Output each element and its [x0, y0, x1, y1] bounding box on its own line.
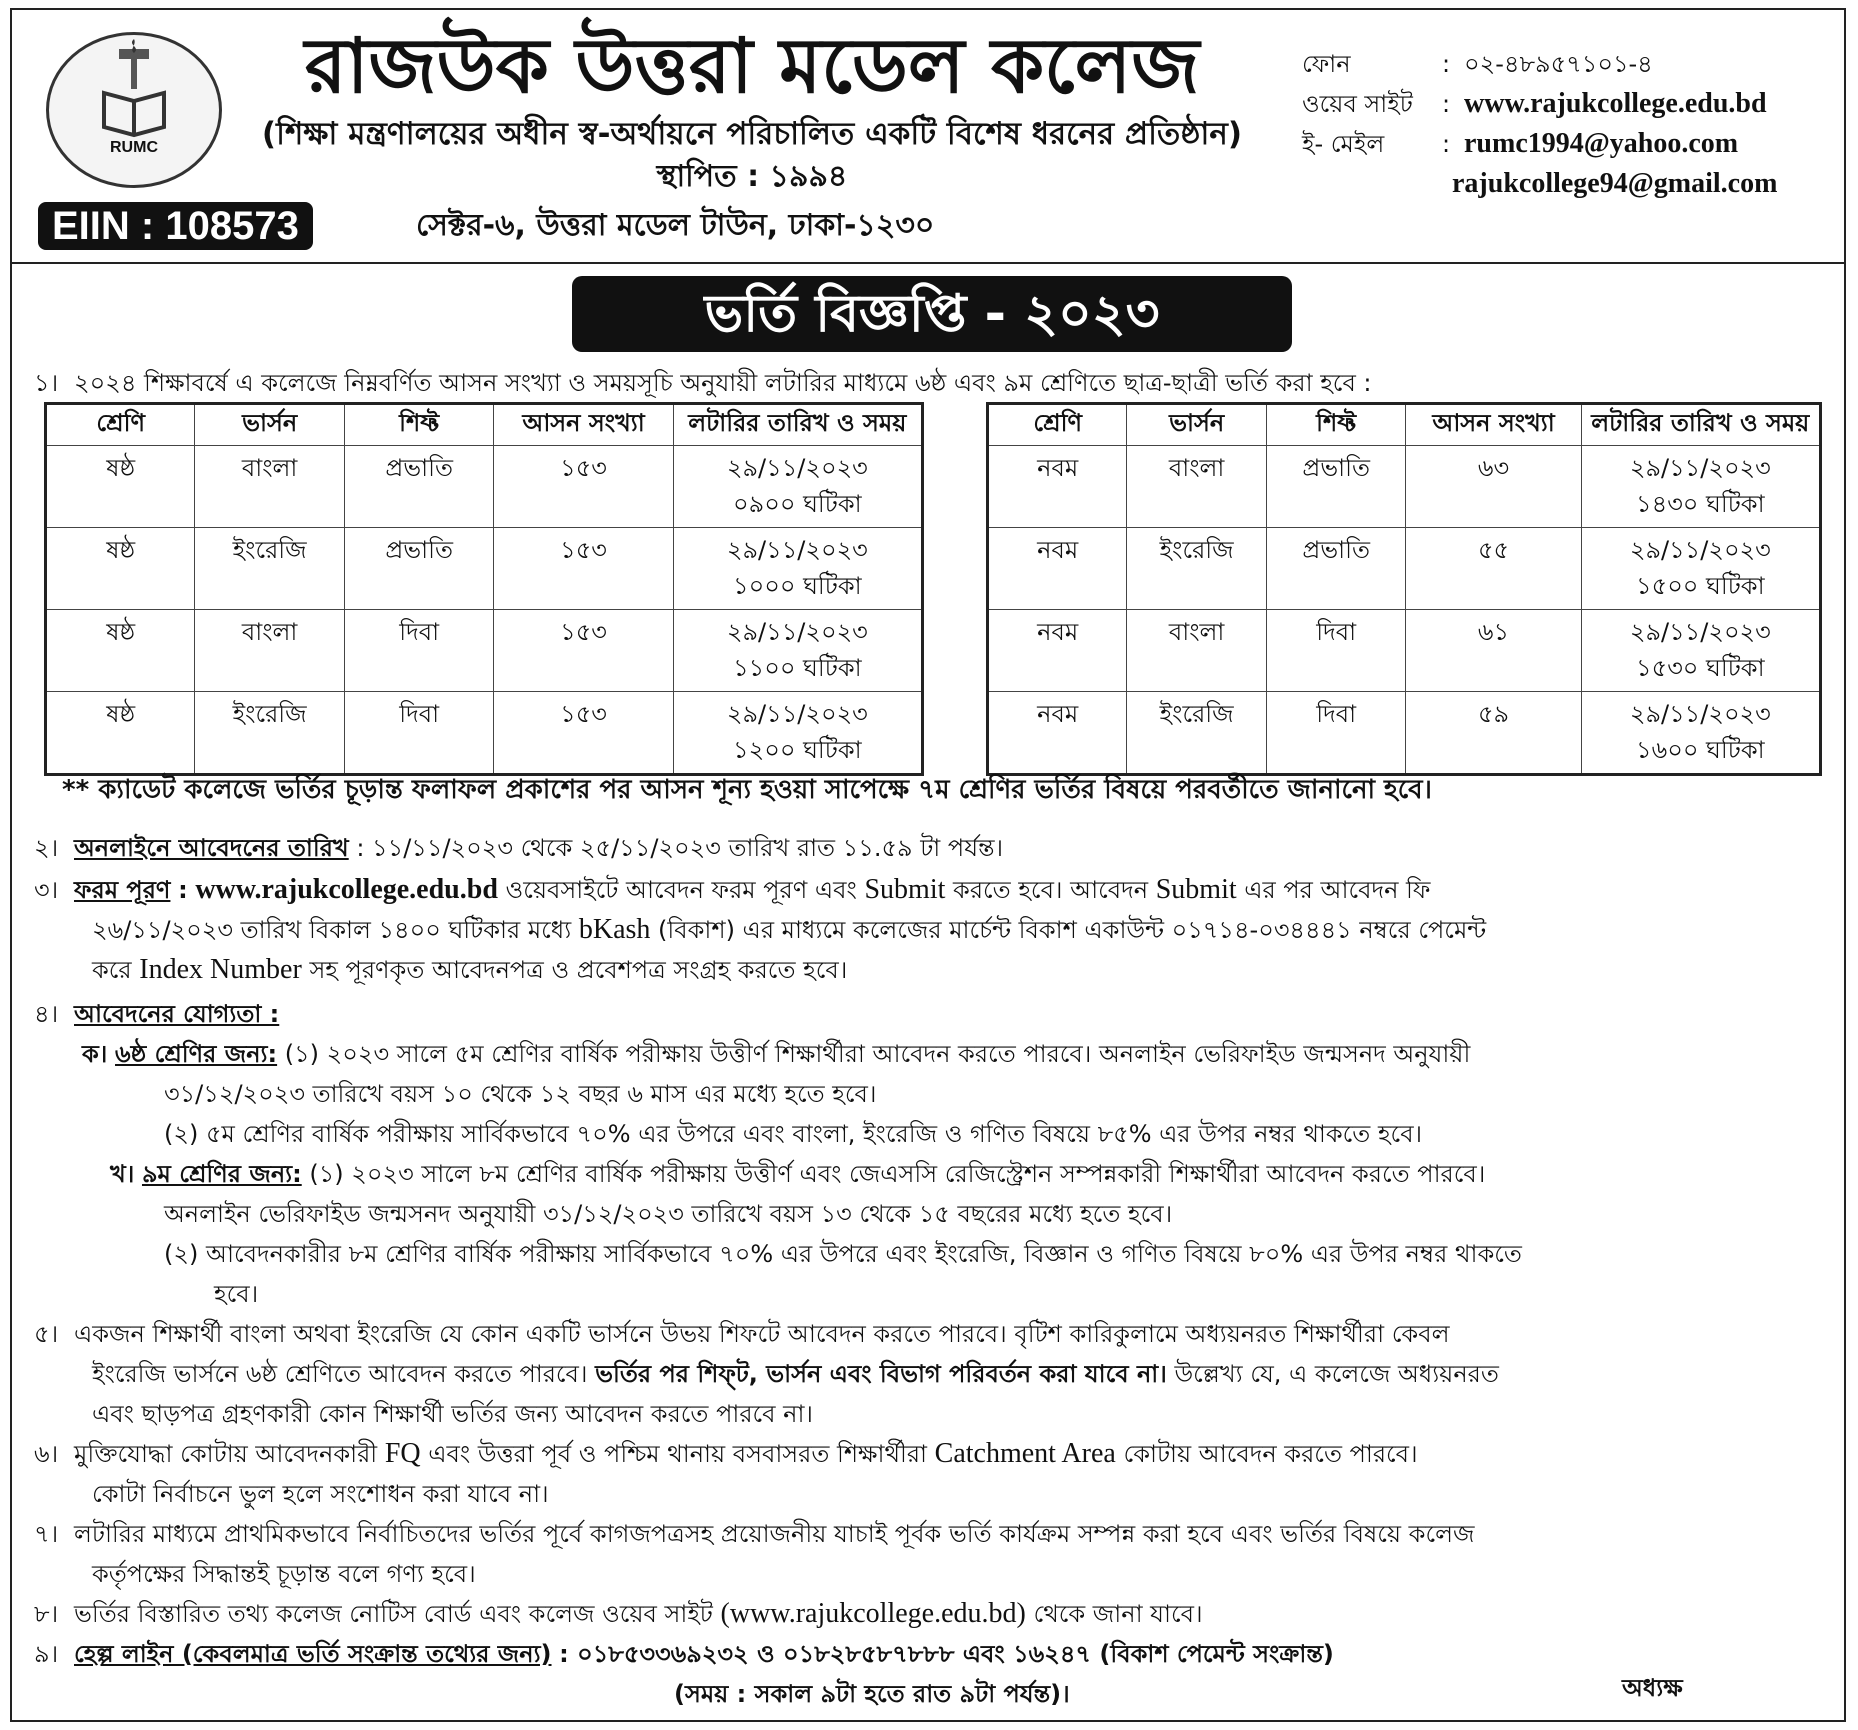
cell-class: নবম [988, 610, 1127, 692]
cell-version: বাংলা [1127, 610, 1267, 692]
college-address: সেক্টর-৬, উত্তরা মডেল টাউন, ঢাকা-১২৩০ [416, 208, 935, 243]
lottery-time: ১১০০ ঘটিকা [733, 654, 862, 682]
cell-seats: ১৫৩ [494, 528, 673, 610]
cell-class: নবম [988, 446, 1127, 528]
cell-lottery [1581, 610, 1820, 692]
lottery-time: ১৫০০ ঘটিকা [1636, 572, 1765, 600]
cell-version: বাংলা [195, 446, 345, 528]
cell-lottery [1581, 446, 1820, 528]
lottery-date: ২৯/১১/২০২৩ [726, 618, 868, 646]
cell-shift: দিবা [344, 610, 493, 692]
paragraph-2 [34, 828, 1003, 868]
email-label: ই- মেইল [1302, 130, 1385, 158]
cell-shift: প্রভাতি [344, 446, 493, 528]
table-row [46, 610, 923, 692]
paragraph-4-label: আবেদনের যোগ্যতা : [74, 1000, 280, 1028]
email-row: ই- মেইল : rumc1994@yahoo.com [1302, 124, 1842, 164]
cell-shift: প্রভাতি [344, 528, 493, 610]
lottery-time: ১০০০ ঘটিকা [733, 572, 862, 600]
website-row: ওয়েব সাইট : www.rajukcollege.edu.bd [1302, 84, 1842, 124]
cell-lottery [1581, 692, 1820, 775]
cell-seats: ১৫৩ [494, 610, 673, 692]
item-number: ২। [34, 834, 59, 862]
cell-lottery [673, 692, 922, 775]
lottery-date: ২৯/১১/২০২৩ [726, 536, 868, 564]
cell-lottery [673, 528, 922, 610]
item-number: ৬। [34, 1440, 59, 1468]
cell-lottery [673, 446, 922, 528]
col-lottery: লটারির তারিখ ও সময় [1581, 404, 1820, 446]
cell-seats: ১৫৩ [494, 446, 673, 528]
contact-block [1302, 44, 1842, 204]
lottery-time: ১৬০০ ঘটিকা [1636, 736, 1765, 764]
table-row [988, 692, 1821, 775]
col-class: শ্রেণি [988, 404, 1127, 446]
lottery-date: ২৯/১১/২০২৩ [1629, 536, 1771, 564]
item-number: ৯। [34, 1640, 59, 1668]
cell-version: ইংরেজি [1127, 528, 1267, 610]
phone-row: ফোন : ০২-৪৮৯৫৭১০১-৪ [1302, 44, 1842, 84]
cell-seats: ৬১ [1406, 610, 1581, 692]
cell-version: ইংরেজি [195, 692, 345, 775]
cell-shift: প্রভাতি [1266, 446, 1406, 528]
website-link[interactable]: www.rajukcollege.edu.bd [195, 874, 498, 905]
paragraph-3-label: ফরম পূরণ [74, 876, 171, 904]
col-shift: শিফ্ট [344, 404, 493, 446]
paragraph-9 [34, 1634, 1334, 1714]
col-seats: আসন সংখ্যা [494, 404, 673, 446]
cell-shift: দিবা [1266, 692, 1406, 775]
lottery-time: ১২০০ ঘটিকা [733, 736, 862, 764]
item-number: ১। [34, 369, 59, 397]
table-row [46, 528, 923, 610]
cell-class: নবম [988, 528, 1127, 610]
paragraph-8: ৮। ভর্তির বিস্তারিত তথ্য কলেজ নোটিস বোর্ড এবং কলেজ ওয়েব সাইট (www.rajukcollege.edu.bd) থেকে জানা যাবে। [34, 1594, 1203, 1634]
college-name: রাজউক উত্তরা মডেল কলেজ [304, 21, 1200, 110]
item-number: ৮। [34, 1600, 59, 1628]
phone-value: ০২-৪৮৯৫৭১০১-৪ [1464, 50, 1653, 78]
cadet-note: ** ক্যাডেট কলেজে ভর্তির চূড়ান্ত ফলাফল প্রকাশের পর আসন শূন্য হওয়া সাপেক্ষে ৭ম শ্রেণির ভর্তির বিষয়ে পরবর্তীতে জানানো হবে। [62, 775, 1432, 805]
principal-signature: অধ্যক্ষ [1622, 1674, 1683, 1702]
cell-seats: ১৫৩ [494, 692, 673, 775]
table-row [988, 446, 1821, 528]
website-label: ওয়েব সাইট [1302, 90, 1413, 118]
college-subtitle: (শিক্ষা মন্ত্রণালয়ের অধীন স্ব-অর্থায়নে পরিচালিত একটি বিশেষ ধরনের প্রতিষ্ঠান) [261, 116, 1243, 152]
item-number: ৫। [34, 1320, 59, 1348]
item-number: ৩। [34, 876, 59, 904]
paragraph-1-text: ২০২৪ শিক্ষাবর্ষে এ কলেজে নিম্নবর্ণিত আসন সংখ্যা ও সময়সূচি অনুযায়ী লটারির মাধ্যমে ৬ষ্ঠ এবং ৯ম শ্রেণিতে ছাত্র-ছাত্রী ভর্তি করা হবে : [74, 369, 1372, 397]
cell-version: ইংরেজি [195, 528, 345, 610]
notice-page [10, 8, 1846, 1722]
cell-class: নবম [988, 692, 1127, 775]
logo-text: RUMC [110, 139, 158, 156]
admission-table-class-six [44, 402, 924, 776]
established-year: স্থাপিত : ১৯৯৪ [656, 159, 848, 194]
cell-class: ষষ্ঠ [46, 528, 195, 610]
notice-title: ভর্তি বিজ্ঞপ্তি - ২০২৩ [572, 276, 1292, 352]
eiin-badge: EIIN : 108573 [38, 202, 313, 250]
col-seats: আসন সংখ্যা [1406, 404, 1581, 446]
lottery-date: ২৯/১১/২০২৩ [1629, 454, 1771, 482]
class-six-eligibility-label: ৬ষ্ঠ শ্রেণির জন্য: [115, 1040, 278, 1068]
col-class: শ্রেণি [46, 404, 195, 446]
paragraph-2-text: : ১১/১১/২০২৩ থেকে ২৫/১১/২০২৩ তারিখ রাত ১১.৫৯ টা পর্যন্ত। [356, 834, 1004, 862]
helpline-label: হেল্প লাইন (কেবলমাত্র ভর্তি সংক্রান্ত তথ্যের জন্য) [74, 1640, 552, 1668]
email-2[interactable]: rajukcollege94@gmail.com [1452, 168, 1778, 199]
table-row [46, 692, 923, 775]
website-link[interactable]: (www.rajukcollege.edu.bd) [720, 1598, 1026, 1629]
lottery-time: ১৪৩০ ঘটিকা [1636, 490, 1765, 518]
cell-version: বাংলা [1127, 446, 1267, 528]
paragraph-7: ৭। লটারির মাধ্যমে প্রাথমিকভাবে নির্বাচিতদের ভর্তির পূর্বে কাগজপত্রসহ প্রয়োজনীয় যাচাই পূর্বক ভর্তি কার্যক্রম সম্পন্ন করা হবে এবং ভর্তির বিষয়ে কলেজ কর্তৃপক্ষের সিদ্ধান্তই চূড়ান্ত বলে গণ্য হবে। [34, 1514, 1474, 1594]
cell-class: ষষ্ঠ [46, 446, 195, 528]
lottery-date: ২৯/১১/২০২৩ [726, 700, 868, 728]
cell-lottery [1581, 528, 1820, 610]
helpline-numbers: : ০১৮৫৩৩৬৯২৩২ ও ০১৮২৮৫৮৭৮৮৮ এবং ১৬২৪৭ (বিকাশ পেমেন্ট সংক্রান্ত) [559, 1640, 1334, 1668]
cell-seats: ৫৯ [1406, 692, 1581, 775]
col-version: ভার্সন [195, 404, 345, 446]
item-number: ৪। [34, 1000, 59, 1028]
table-row [988, 610, 1821, 692]
paragraph-6: ৬। মুক্তিযোদ্ধা কোটায় আবেদনকারী FQ এবং উত্তরা পূর্ব ও পশ্চিম থানায় বসবাসরত শিক্ষার্থীরা Catchment Area কোটায় আবেদন করতে পারবে। কোটা নির্বাচনে ভুল হলে সংশোধন করা যাবে না। [34, 1434, 1418, 1514]
paragraph-5: ৫। একজন শিক্ষার্থী বাংলা অথবা ইংরেজি যে কোন একটি ভার্সনে উভয় শিফটে আবেদন করতে পারবে। বৃটিশ কারিকুলামে অধ্যয়নরত শিক্ষার্থীরা কেবল ইংরেজি ভার্সনে ৬ষ্ঠ শ্রেণিতে আবেদন করতে পারবে। ভর্তির পর শিফ্‌ট, ভার্সন এবং বিভাগ পরিবর্তন করা যাবে না। উল্লেখ্য যে, এ কলেজে অধ্যয়নরত এবং ছাড়পত্র গ্রহণকারী কোন শিক্ষার্থী ভর্তির জন্য আবেদন করতে পারবে না। [34, 1314, 1499, 1434]
helpline-time: (সময় : সকাল ৯টা হতে রাত ৯টা পর্যন্ত)। [674, 1680, 1070, 1708]
email-row-2 [1302, 164, 1842, 204]
header [12, 10, 1844, 264]
lottery-date: ২৯/১১/২০২৩ [726, 454, 868, 482]
cell-version: ইংরেজি [1127, 692, 1267, 775]
cell-seats: ৫৫ [1406, 528, 1581, 610]
cell-seats: ৬৩ [1406, 446, 1581, 528]
class-nine-eligibility-label: ৯ম শ্রেণির জন্য: [141, 1160, 302, 1188]
college-logo [46, 32, 222, 188]
col-version: ভার্সন [1127, 404, 1267, 446]
table-row [988, 528, 1821, 610]
cell-lottery [673, 610, 922, 692]
email-1[interactable]: rumc1994@yahoo.com [1464, 128, 1739, 159]
website-link[interactable]: www.rajukcollege.edu.bd [1464, 88, 1767, 119]
item-number: ৭। [34, 1520, 59, 1548]
book-torch-icon [49, 35, 219, 185]
lottery-date: ২৯/১১/২০২৩ [1629, 700, 1771, 728]
cell-shift: দিবা [1266, 610, 1406, 692]
cell-class: ষষ্ঠ [46, 692, 195, 775]
phone-label: ফোন [1302, 50, 1351, 78]
cell-shift: দিবা [344, 692, 493, 775]
table-header-row [46, 404, 923, 446]
lottery-time: ০৯০০ ঘটিকা [733, 490, 862, 518]
paragraph-4: ৪। আবেদনের যোগ্যতা : ক। ৬ষ্ঠ শ্রেণির জন্য: (১) ২০২৩ সালে ৫ম শ্রেণির বার্ষিক পরীক্ষায় উত্তীর্ণ শিক্ষার্থীরা আবেদন করতে পারবে। অনলাইন ভেরিফাইড জন্মসনদ অনুযায়ী ৩১/১২/২০২৩ তারিখে বয়স ১০ থেকে ১২ বছর ৬ মাস এর মধ্যে হতে হবে। (২) ৫ম শ্রেণির বার্ষিক পরীক্ষায় সার্বিকভাবে ৭০% এর উপরে এবং বাংলা, ইংরেজি ও গণিত বিষয়ে ৮৫% এর উপর নম্বর থাকতে হবে। খ। ৯ম শ্রেণির জন্য: (১) ২০২৩ সালে ৮ম শ্রেণির বার্ষিক পরীক্ষায় উত্তীর্ণ এবং জেএসসি রেজিস্ট্রেশন সম্পন্নকারী শিক্ষার্থীরা আবেদন করতে পারবে। অনলাইন ভেরিফাইড জন্মসনদ অনুযায়ী ৩১/১২/২০২৩ তারিখে বয়স ১৩ থেকে ১৫ বছরের মধ্যে হতে হবে। (২) আবেদনকারীর ৮ম শ্রেণির বার্ষিক পরীক্ষায় সার্বিকভাবে ৭০% এর উপরে এবং ইংরেজি, বিজ্ঞান ও গণিত বিষয়ে ৮০% এর উপর নম্বর থাকতে হবে। [34, 994, 1522, 1314]
table-header-row [988, 404, 1821, 446]
paragraph-1 [34, 366, 1834, 400]
admission-table-class-nine [986, 402, 1822, 776]
col-shift: শিফ্ট [1266, 404, 1406, 446]
lottery-time: ১৫৩০ ঘটিকা [1636, 654, 1765, 682]
cell-version: বাংলা [195, 610, 345, 692]
paragraph-3: ৩। ফরম পূরণ : www.rajukcollege.edu.bd ওয়েবসাইটে আবেদন ফরম পূরণ এবং Submit করতে হবে। আবেদন Submit এর পর আবেদন ফি ২৬/১১/২০২৩ তারিখ বিকাল ১৪০০ ঘটিকার মধ্যে bKash (বিকাশ) এর মাধ্যমে কলেজের মার্চেন্ট বিকাশ একাউন্ট ০১৭১৪-০৩৪৪৪১ নম্বরে পেমেন্ট করে Index Number সহ পূরণকৃত আবেদনপত্র ও প্রবেশপত্র সংগ্রহ করতে হবে। [34, 870, 1486, 990]
cell-class: ষষ্ঠ [46, 610, 195, 692]
cell-shift: প্রভাতি [1266, 528, 1406, 610]
paragraph-2-label: অনলাইনে আবেদনের তারিখ [74, 834, 349, 862]
lottery-date: ২৯/১১/২০২৩ [1629, 618, 1771, 646]
table-row [46, 446, 923, 528]
col-lottery: লটারির তারিখ ও সময় [673, 404, 922, 446]
